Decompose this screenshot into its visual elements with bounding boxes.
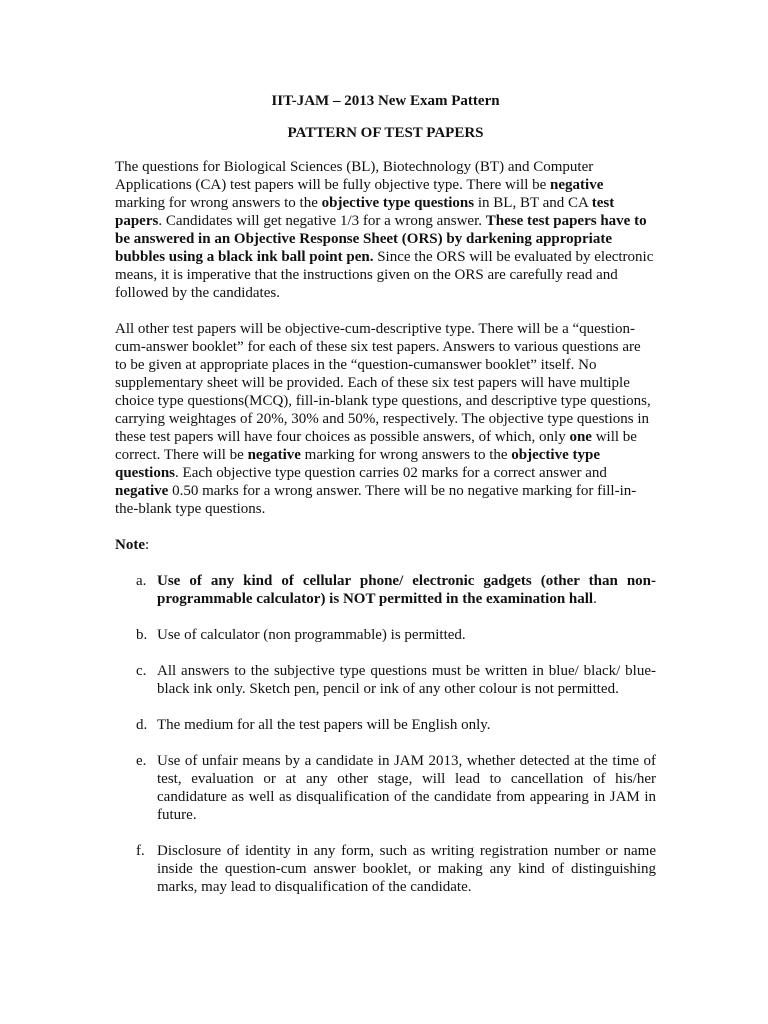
- para1-text-3: in BL, BT and CA: [474, 195, 592, 211]
- list-item-text: The medium for all the test papers will be English only.: [157, 717, 491, 733]
- para2-bold-3: objective type questions: [115, 447, 600, 481]
- para1-bold-2: objective type questions: [321, 195, 475, 211]
- para1-text-1: The questions for Biological Sciences (BL), Biotechnology (BT) and Computer Applications (CA) test papers will be fully objective type. There will be: [115, 159, 594, 193]
- list-marker: d.: [136, 717, 148, 733]
- para1-bold-1: negative: [550, 177, 604, 193]
- list-marker: c.: [136, 663, 147, 679]
- page-title: IIT-JAM – 2013 New Exam Pattern: [271, 93, 500, 109]
- para1-bold-4: These test papers have to be answered in an Objective Response Sheet (ORS) by darkening appropriate bubbles using a black ink ball point pen.: [115, 213, 647, 265]
- list-item-text: Use of calculator (non programmable) is permitted.: [157, 627, 466, 643]
- para2-bold-1: one: [569, 429, 592, 445]
- list-marker: e.: [136, 753, 147, 769]
- document-page: [115, 92, 656, 914]
- para2-text-3: marking for wrong answers to the: [300, 447, 512, 463]
- para2-text-4: . Each objective type question carries 02 marks for a correct answer and: [175, 465, 607, 481]
- list-item-text: Use of unfair means by a candidate in JAM 2013, whether detected at the time of test, evaluation or at any other stage, will lead to cancellation of his/her candidature as well as disqualification of the candidate from appearing in JAM in future.: [157, 753, 656, 823]
- para2-text-1: All other test papers will be objective-cum-descriptive type. There will be a “question-cum-answer booklet” for each of these six test papers. Answers to various questions are to be given at appropriate places in the “question-cumanswer booklet” itself. No supplementary sheet will be provided. Each of these six test papers will have multiple choice type questions(MCQ), fill-in-blank type questions, and descriptive type questions, carrying weightages of 20%, 30% and 50%, respectively. The objective type questions in these test papers will have four choices as possible answers, of which, only: [115, 321, 651, 445]
- note-label: [115, 536, 656, 554]
- para2-bold-4: negative: [115, 483, 169, 499]
- list-item: [115, 572, 656, 608]
- para1-text-2: marking for wrong answers to the: [115, 195, 322, 211]
- section-heading: PATTERN OF TEST PAPERS: [287, 125, 484, 141]
- paragraph-objective-papers: [115, 158, 656, 302]
- note-colon: :: [145, 537, 150, 553]
- para2-text-2: will be correct. There will be: [115, 429, 637, 463]
- list-item: [115, 716, 656, 734]
- list-item-text: Disclosure of identity in any form, such as writing registration number or name inside the question-cum answer booklet, or making any kind of distinguishing marks, may lead to disqualification of the candidate.: [157, 843, 656, 895]
- list-marker: b.: [136, 627, 148, 643]
- note-list: [115, 572, 656, 896]
- para2-bold-2: negative: [247, 447, 301, 463]
- para1-text-5: Since the ORS will be evaluated by electronic means, it is imperative that the instructions given on the ORS are carefully read and followed by the candidates.: [115, 249, 654, 301]
- para2-text-5: 0.50 marks for a wrong answer. There will be no negative marking for fill-in-the-blank type questions.: [115, 483, 637, 517]
- para1-text-4: . Candidates will get negative 1/3 for a wrong answer.: [158, 213, 486, 229]
- list-item: [115, 662, 656, 698]
- list-item: [115, 842, 656, 896]
- list-item-bold-text: Use of any kind of cellular phone/ electronic gadgets (other than non-programmable calculator) is NOT permitted in the examination hall: [157, 573, 656, 607]
- list-marker: f.: [136, 843, 145, 859]
- list-marker: a.: [136, 573, 147, 589]
- list-item-text: All answers to the subjective type questions must be written in blue/ black/ blue-black ink only. Sketch pen, pencil or ink of any other colour is not permitted.: [157, 663, 656, 697]
- para1-bold-3: test papers: [115, 195, 615, 229]
- list-item: [115, 752, 656, 824]
- list-item: [115, 626, 656, 644]
- list-item-text: .: [593, 591, 597, 607]
- paragraph-descriptive-papers: [115, 320, 656, 518]
- note-label-text: Note: [115, 537, 145, 553]
